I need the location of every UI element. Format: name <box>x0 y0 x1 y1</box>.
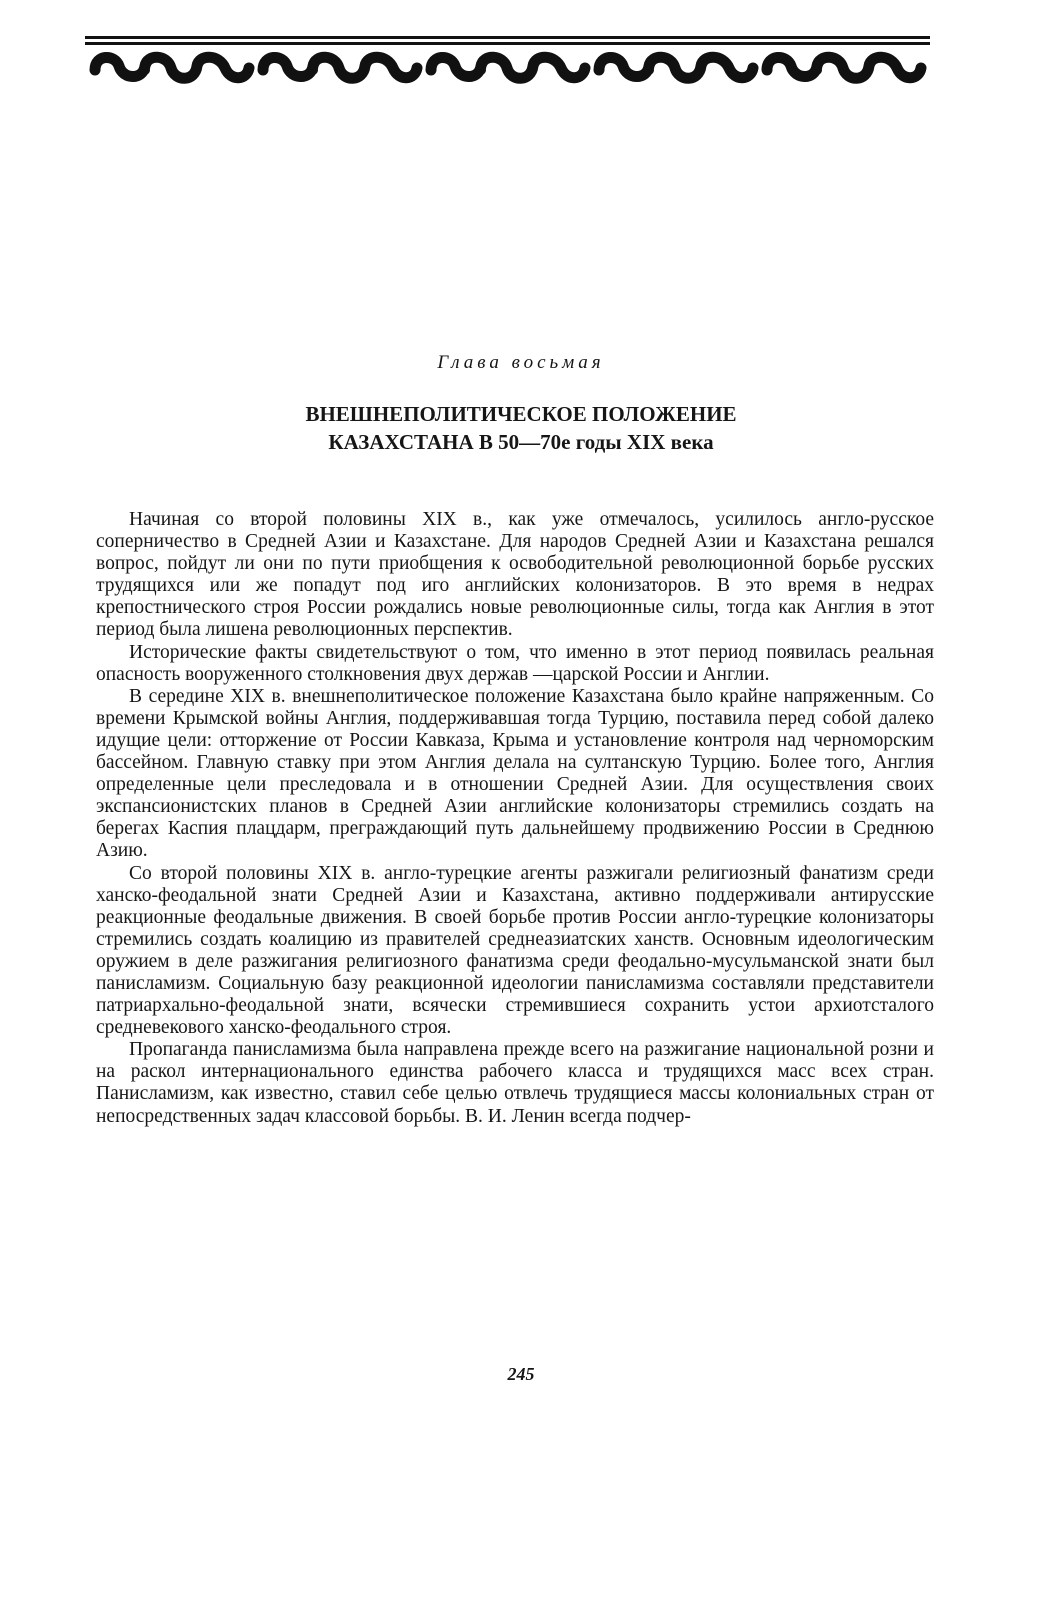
chapter-title <box>0 400 1042 456</box>
paragraph: Со второй половины XIX в. англо-турецкие агенты разжигали религиозный фанатизм среди ханско-феодальной знати Средней Азии и Казахстана, активно поддерживали антирусские реакционные феодальные движения. В своей борьбе против России англо-турецкие колонизаторы стремились создать коалицию из правителей среднеазиатских ханств. Основным идеологическим оружием в деле разжигания религиозного фанатизма среди феодально-мусульманской знати был панисламизм. Социальную базу реакционной идеологии панисламизма составляли представители патриархально-феодальной знати, всячески стремившиеся сохранить устои архиотсталого средневекового ханско-феодального строя. <box>96 862 934 1039</box>
paragraph: Начиная со второй половины XIX в., как уже отмечалось, усилилось англо-русское соперничество в Средней Азии и Казахстане. Для народов Средней Азии и Казахстана решался вопрос, пойдут ли они по пути приобщения к освободительной революционной борьбе русских трудящихся или же попадут под иго английских колонизаторов. В это время в недрах крепостнического строя России рождались новые революционные силы, тогда как Англия в этот период была лишена революционных перспектив. <box>96 509 934 641</box>
paragraph: Пропаганда панисламизма была направлена прежде всего на разжигание национальной розни и на раскол интернационального единства рабочего класса и трудящихся масс всех стран. Панисламизм, как известно, ставил себе целью отвлечь трудящиеся массы колониальных стран от непосредственных задач классовой борьбы. В. И. Ленин всегда подчер- <box>96 1039 934 1127</box>
chapter-title-line-1: ВНЕШНЕПОЛИТИЧЕСКОЕ ПОЛОЖЕНИЕ <box>305 402 737 426</box>
chapter-label: Глава восьмая <box>437 352 605 373</box>
kazakh-ornament-border-icon <box>85 36 930 92</box>
chapter-title-line-2: КАЗАХСТАНА В 50—70е годы XIX века <box>328 430 714 454</box>
body-text <box>96 509 934 1128</box>
page-number: 245 <box>507 1364 535 1384</box>
paragraph: Исторические факты свидетельствуют о том, что именно в этот период появилась реальная опасность вооруженного столкновения двух держав —царской России и Англии. <box>96 641 934 685</box>
paragraph: В середине XIX в. внешнеполитическое положение Казахстана было крайне напряженным. Со времени Крымской войны Англия, поддерживавшая тогда Турцию, поставила перед собой далеко идущие цели: отторжение от России Кавказа, Крыма и установление контроля над черноморским бассейном. Главную ставку при этом Англия делала на султанскую Турцию. Более того, Англия определенные цели преследовала и в отношении Средней Азии. Для осуществления своих экспансионистских планов в Средней Азии английские колонизаторы стремились создать на берегах Каспия плацдарм, преграждающий путь дальнейшему продвижению России в Среднюю Азию. <box>96 685 934 862</box>
